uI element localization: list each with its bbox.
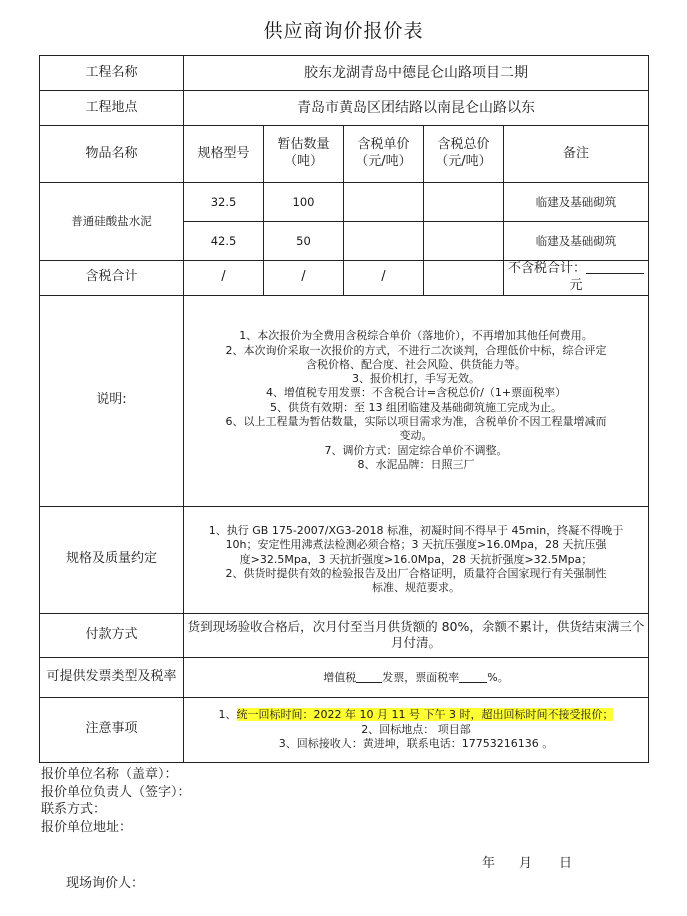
col-remark-header: 备注 bbox=[504, 126, 649, 183]
col-unit-price-header bbox=[344, 126, 424, 183]
col-unit-price-line2: （元/吨） bbox=[355, 154, 412, 169]
invoice-row bbox=[40, 657, 649, 697]
date-day: 日 bbox=[559, 856, 573, 871]
col-total-price-line2: （元/吨） bbox=[435, 154, 492, 169]
attention-line-3: 3、回标接收人：黄进坤，联系电话：17753216136 。 bbox=[278, 736, 554, 750]
date-year: 年 bbox=[482, 856, 496, 871]
spec-row bbox=[40, 506, 649, 613]
invoice-prefix: 增值税 bbox=[323, 670, 357, 684]
notes-line: 7、调价方式：固定综合单价不调整。 bbox=[324, 443, 508, 457]
excl-tax-label: 不含税合计： bbox=[508, 261, 587, 276]
col-spec-header: 规格型号 bbox=[184, 126, 264, 183]
attention-row bbox=[40, 697, 649, 762]
notes-line: 5、供货有效期：至 13 组团临建及基础砌筑施工完成为止。 bbox=[270, 400, 562, 414]
total-price-cell[interactable] bbox=[424, 261, 504, 296]
col-unit-price-line1: 含税单价 bbox=[357, 137, 410, 153]
column-header-row bbox=[40, 126, 649, 183]
col-qty-header bbox=[264, 126, 344, 183]
total-spec-slash: / bbox=[184, 261, 264, 296]
total-label: 含税合计 bbox=[40, 261, 184, 296]
notes-line: 含税价格、配合度、社会风险、供货能力等。 bbox=[306, 357, 526, 371]
col-total-price-line1: 含税总价 bbox=[437, 137, 490, 153]
address-line[interactable]: 报价单位地址： bbox=[41, 819, 133, 835]
project-name-row bbox=[40, 56, 649, 91]
project-name-value: 胶东龙湖青岛中德昆仑山路项目二期 bbox=[184, 56, 649, 91]
onsite-inquirer-line[interactable]: 现场询价人： bbox=[66, 876, 145, 891]
item-remark-cell: 临建及基础砌筑 bbox=[504, 183, 649, 222]
project-site-value: 青岛市黄岛区团结路以南昆仑山路以东 bbox=[184, 91, 649, 126]
spec-line: 1、执行 GB 175-2007/XG3-2018 标准，初凝时间不得早于 45min，终凝不得晚于 bbox=[208, 524, 624, 538]
date-month: 月 bbox=[519, 856, 533, 871]
item-unit-price-cell[interactable] bbox=[344, 222, 424, 261]
spec-content bbox=[184, 506, 649, 613]
item-unit-price-cell[interactable] bbox=[344, 183, 424, 222]
item-qty-cell: 50 bbox=[264, 222, 344, 261]
invoice-middle: 发票，票面税率 bbox=[382, 670, 460, 684]
spec-label: 规格及质量约定 bbox=[40, 506, 184, 613]
quotation-table bbox=[39, 55, 649, 763]
col-qty-line1: 暂估数量 bbox=[277, 137, 330, 153]
total-row bbox=[40, 261, 649, 296]
project-site-label: 工程地点 bbox=[40, 91, 184, 126]
project-site-row bbox=[40, 91, 649, 126]
signature-block bbox=[41, 766, 191, 836]
item-remark-cell: 临建及基础砌筑 bbox=[504, 222, 649, 261]
invoice-type-blank[interactable] bbox=[356, 670, 382, 683]
notes-line: 1、本次报价为全费用含税综合单价（落地价），不再增加其他任何费用。 bbox=[239, 329, 593, 343]
item-total-price-cell[interactable] bbox=[424, 222, 504, 261]
company-name-line[interactable]: 报价单位名称（盖章）： bbox=[41, 767, 178, 782]
tax-rate-blank[interactable] bbox=[459, 670, 487, 683]
payment-text: 货到现场验收合格后，次月付至当月供货额的 80%，余额不累计，供货结束满三个月付清。 bbox=[184, 613, 649, 657]
total-unit-price-slash: / bbox=[344, 261, 424, 296]
attention-line-2: 2、回标地点： 项目部 bbox=[361, 722, 471, 736]
notes-line: 6、以上工程量为暂估数量，实际以项目需求为准，含税单价不因工程量增减而 bbox=[225, 415, 607, 429]
attention-line1-prefix: 1、 bbox=[218, 708, 237, 722]
notes-line: 变动。 bbox=[399, 429, 433, 443]
notes-line: 3、报价机打，手写无效。 bbox=[352, 372, 480, 386]
total-qty-slash: / bbox=[264, 261, 344, 296]
spec-line: 2、供货时提供有效的检验报告及出厂合格证明，质量符合国家现行有关强制性 bbox=[225, 566, 607, 580]
form-title: 供应商询价报价表 bbox=[263, 20, 424, 42]
item-row bbox=[40, 183, 649, 222]
spec-line: 度>32.5Mpa，3 天抗折强度>16.0Mpa，28 天抗折强度>32.5Mpa； bbox=[239, 552, 593, 566]
spec-line: 10h；安定性用沸煮法检测必须合格；3 天抗压强度>16.0Mpa，28 天抗压强 bbox=[225, 538, 607, 552]
project-name-label: 工程名称 bbox=[40, 56, 184, 91]
notes-content bbox=[184, 295, 649, 506]
excl-tax-blank[interactable] bbox=[586, 261, 644, 274]
item-total-price-cell[interactable] bbox=[424, 183, 504, 222]
attention-label: 注意事项 bbox=[40, 697, 184, 762]
notes-row bbox=[40, 295, 649, 506]
invoice-content bbox=[184, 657, 649, 697]
notes-label: 说明: bbox=[40, 295, 184, 506]
spec-line: 标准、规范要求。 bbox=[372, 581, 460, 595]
excl-tax-unit: 元 bbox=[569, 277, 583, 293]
attention-content bbox=[184, 697, 649, 762]
item-spec-cell: 32.5 bbox=[184, 183, 264, 222]
item-spec-cell: 42.5 bbox=[184, 222, 264, 261]
deadline-highlight: 统一回标时间：2022 年 10 月 11 号 下午 3 时，超出回标时间不接受报价； bbox=[236, 708, 614, 722]
col-total-price-header bbox=[424, 126, 504, 183]
responsible-person-line[interactable]: 报价单位负责人（签字）： bbox=[41, 784, 191, 800]
item-name-cell: 普通硅酸盐水泥 bbox=[40, 183, 184, 261]
contact-line[interactable]: 联系方式： bbox=[41, 802, 107, 817]
payment-row bbox=[40, 613, 649, 657]
invoice-label: 可提供发票类型及税率 bbox=[40, 657, 184, 697]
item-qty-cell: 100 bbox=[264, 183, 344, 222]
excl-tax-total-cell[interactable] bbox=[504, 261, 649, 296]
payment-label: 付款方式 bbox=[40, 613, 184, 657]
attention-line-1 bbox=[186, 708, 646, 722]
col-qty-line2: （吨） bbox=[283, 154, 323, 169]
invoice-suffix: %。 bbox=[487, 670, 509, 684]
col-item-header: 物品名称 bbox=[40, 126, 184, 183]
notes-line: 8、水泥品牌：日照三厂 bbox=[357, 457, 475, 471]
notes-line: 2、本次询价采取一次报价的方式，不进行二次谈判，合理低价中标，综合评定 bbox=[225, 343, 607, 357]
notes-line: 4、增值税专用发票：不含税合计=含税总价/（1+票面税率） bbox=[265, 386, 567, 400]
